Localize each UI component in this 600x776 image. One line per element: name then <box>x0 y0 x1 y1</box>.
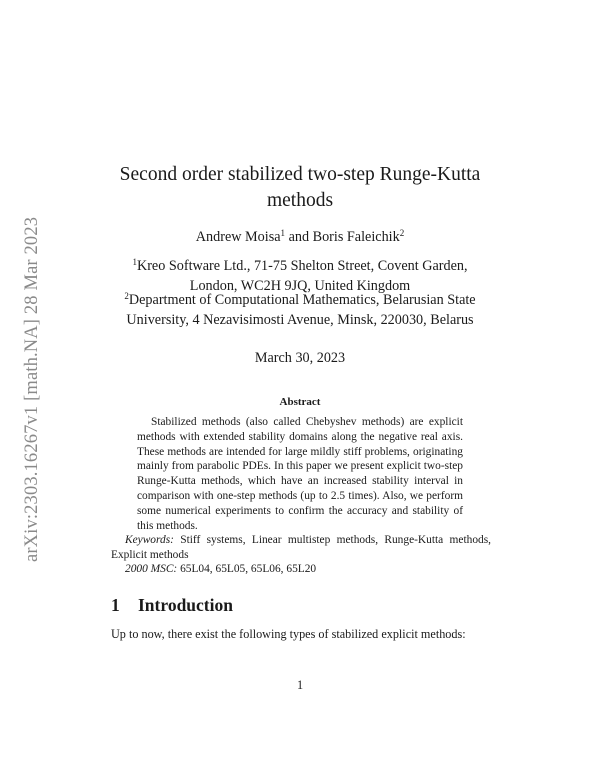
abstract-text: Stabilized methods (also called Chebyshev methods) are explicit methods with extended stability domains along the negative real axis. These methods are intended for large mildly stiff problems, originating mainly from parabolic PDEs. In this paper we present explicit two-step Runge-Kutta methods, which have an increased stability interval in comparison with one-step methods (up to 2.5 times). Also, we perform some numerical experiments to confirm the accuracy and stability of this methods. <box>137 416 463 532</box>
affiliation-1-line-2: London, WC2H 9JQ, United Kingdom <box>189 277 411 294</box>
msc-value: 65L04, 65L05, 65L06, 65L20 <box>177 563 317 575</box>
author-1-mark: 1 <box>280 228 286 238</box>
affiliation-1-line-1-text: Kreo Software Ltd., 71-75 Shelton Street, Covent Garden, <box>136 258 468 274</box>
affiliation-2-line-2: University, 4 Nezavisimosti Avenue, Minsk, 220030, Belarus <box>126 311 474 328</box>
affiliation-2-mark: 2 <box>124 291 129 301</box>
section-title: Introduction <box>138 595 233 615</box>
msc-classification <box>125 562 495 577</box>
section-number: 1 <box>111 595 120 615</box>
keywords <box>111 533 491 562</box>
arxiv-stamp: arXiv:2303.16267v1 [math.NA] 28 Mar 2023 <box>22 216 42 562</box>
affiliation-2-line-1 <box>100 291 500 311</box>
title-line-2: methods <box>266 190 334 211</box>
abstract-heading: Abstract <box>279 396 321 408</box>
author-2: Boris Faleichik <box>312 229 400 245</box>
paper-date: March 30, 2023 <box>254 350 346 366</box>
page-number: 1 <box>296 678 304 692</box>
msc-label: 2000 MSC: <box>125 563 178 575</box>
authors <box>100 227 500 247</box>
affiliation-1-line-1 <box>100 257 500 277</box>
author-2-mark: 2 <box>399 228 405 238</box>
intro-paragraph: Up to now, there exist the following types of stabilized explicit methods: <box>111 627 466 641</box>
author-joiner: and <box>285 229 313 245</box>
keywords-label: Keywords: <box>125 534 174 546</box>
title-line-1: Second order stabilized two-step Runge-Kutta <box>119 164 481 185</box>
keywords-value: Stiff systems, Linear multistep methods, Runge-Kutta methods, Explicit methods <box>111 534 491 561</box>
paper-title <box>100 162 500 214</box>
author-1: Andrew Moisa <box>195 229 281 245</box>
affiliation-1-mark: 1 <box>132 257 137 267</box>
section-heading <box>111 594 233 616</box>
affiliation-2 <box>100 291 500 330</box>
affiliation-2-line-1-text: Department of Computational Mathematics, Belarusian State <box>128 292 476 308</box>
